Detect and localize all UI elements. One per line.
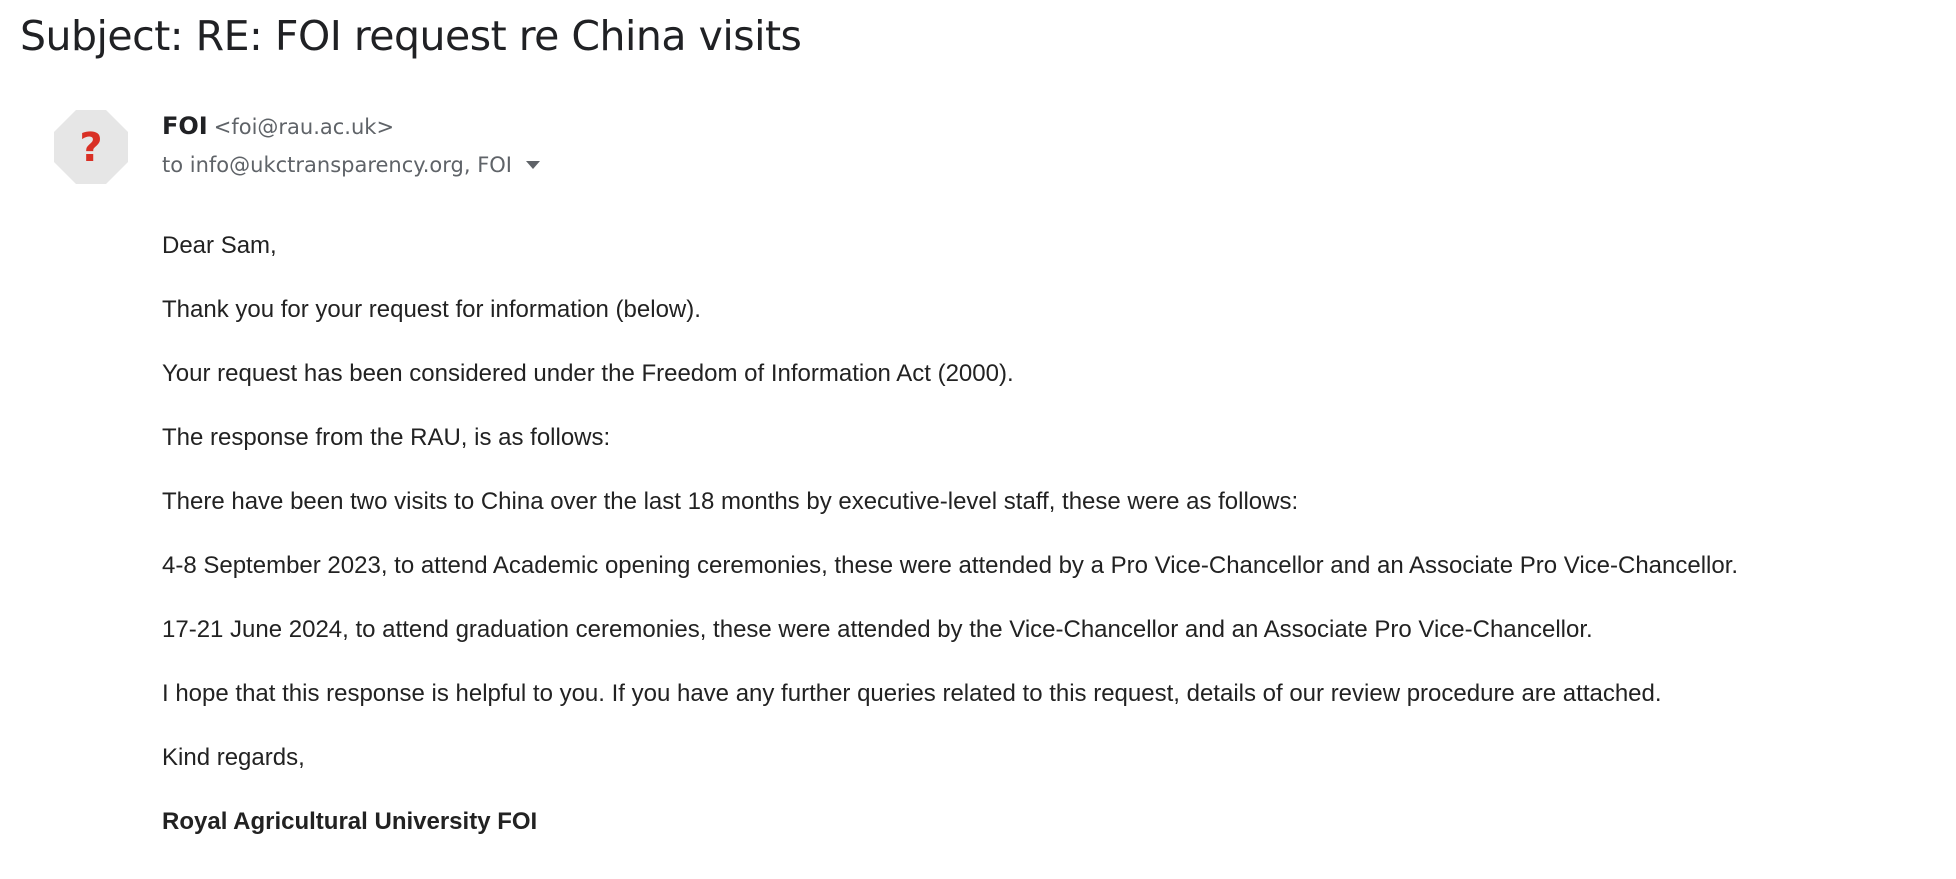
email-subject: Subject: RE: FOI request re China visits xyxy=(20,12,802,60)
body-paragraph: Dear Sam, xyxy=(162,232,277,259)
chevron-down-icon[interactable] xyxy=(526,161,540,169)
body-paragraph: I hope that this response is helpful to you. If you have any further queries related to this request, details of our review procedure are attached. xyxy=(162,680,1662,707)
body-paragraph: Kind regards, xyxy=(162,744,305,771)
sender-avatar[interactable] xyxy=(54,110,128,184)
body-paragraph: The response from the RAU, is as follows: xyxy=(162,424,611,451)
question-mark-icon xyxy=(54,110,128,184)
recipients-line[interactable] xyxy=(162,153,540,177)
body-paragraph: 4-8 September 2023, to attend Academic opening ceremonies, these were attended by a Pro Vice-Chancellor and an Associate Pro Vice-Chancellor. xyxy=(162,552,1739,579)
email-body xyxy=(162,232,1738,872)
svg-text:?: ? xyxy=(79,125,103,171)
body-paragraph: There have been two visits to China over the last 18 months by executive-level staff, these were as follows: xyxy=(162,488,1299,515)
body-paragraph: Thank you for your request for information (below). xyxy=(162,296,701,323)
sender-name[interactable]: FOI xyxy=(162,112,208,140)
recipients-text: to info@ukctransparency.org, FOI xyxy=(162,153,512,177)
email-signature: Royal Agricultural University FOI xyxy=(162,808,538,835)
sender-line xyxy=(162,112,394,140)
body-paragraph: 17-21 June 2024, to attend graduation ceremonies, these were attended by the Vice-Chancellor and an Associate Pro Vice-Chancellor. xyxy=(162,616,1593,643)
body-paragraph: Your request has been considered under the Freedom of Information Act (2000). xyxy=(162,360,1014,387)
sender-email: <foi@rau.ac.uk> xyxy=(213,115,395,139)
